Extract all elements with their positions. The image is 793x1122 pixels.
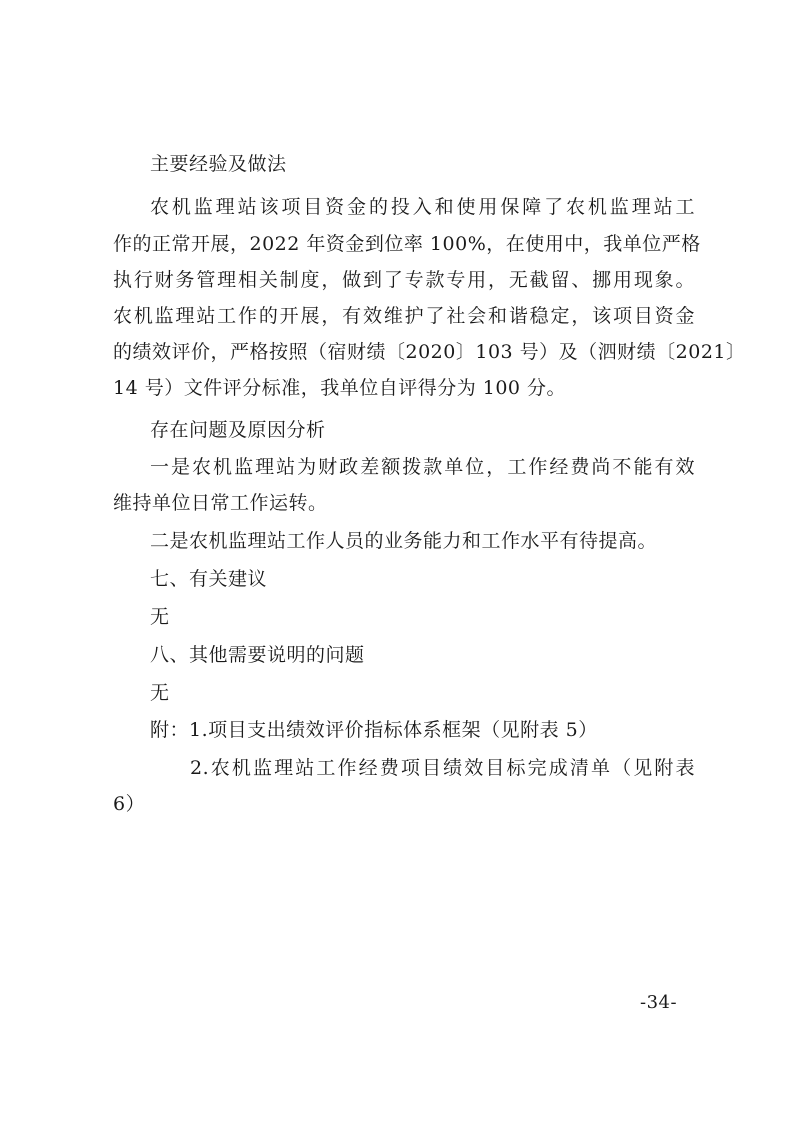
other-content: 无 (150, 682, 170, 704)
page-number: -34- (640, 992, 678, 1013)
heading-problems: 存在问题及原因分析 (150, 419, 326, 441)
paragraph-line: 一是农机监理站为财政差额拨款单位，工作经费尚不能有效 (150, 456, 695, 478)
paragraph-line: 维持单位日常工作运转。 (113, 492, 328, 514)
paragraph-line: 作的正常开展，2022 年资金到位率 100%，在使用中，我单位严格 (113, 233, 701, 255)
paragraph-line: 执行财务管理相关制度，做到了专款专用，无截留、挪用现象。 (113, 269, 695, 291)
heading-experience: 主要经验及做法 (150, 153, 287, 175)
attachment-line-1: 附：1.项目支出绩效评价指标体系框架（见附表 5） (150, 719, 598, 741)
paragraph-line: 农机监理站工作的开展，有效维护了社会和谐稳定，该项目资金 (113, 305, 695, 327)
paragraph-line: 农机监理站该项目资金的投入和使用保障了农机监理站工 (150, 196, 695, 218)
paragraph-line: 二是农机监理站工作人员的业务能力和工作水平有待提高。 (150, 530, 658, 552)
section-heading-suggestions: 七、有关建议 (150, 568, 268, 590)
paragraph-line: 的绩效评价，严格按照（宿财绩〔2020〕103 号）及（泗财绩〔2021〕 (113, 341, 746, 363)
section-heading-other: 八、其他需要说明的问题 (150, 644, 365, 666)
attachment-line-2-cont: 6） (113, 793, 146, 815)
attachment-line-2: 2.农机监理站工作经费项目绩效目标完成清单（见附表 (190, 757, 695, 779)
paragraph-line: 14 号）文件评分标准，我单位自评得分为 100 分。 (113, 377, 567, 399)
suggestions-content: 无 (150, 606, 170, 628)
